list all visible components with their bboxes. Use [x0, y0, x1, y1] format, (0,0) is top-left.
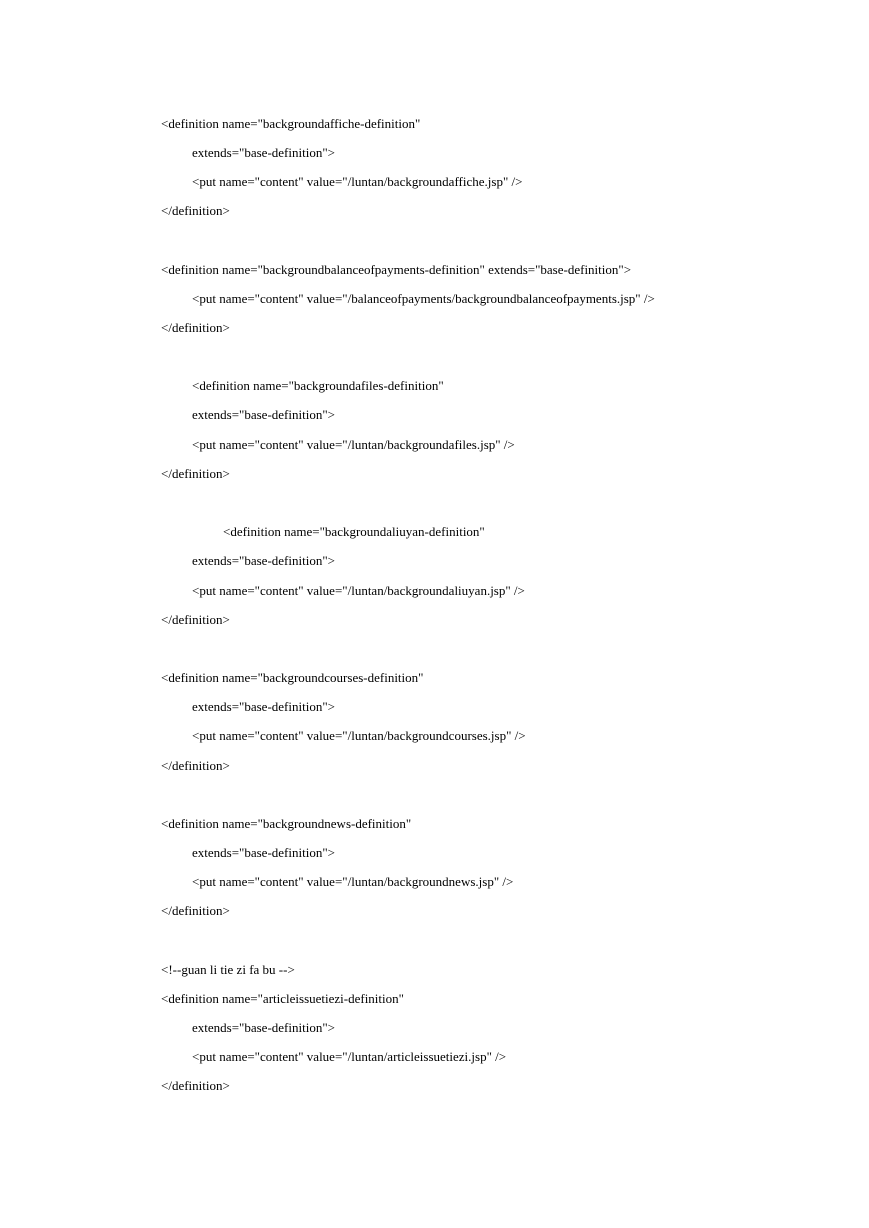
code-line: <definition name="backgroundbalanceofpayments-definition" extends="base-definition"> [161, 262, 632, 277]
code-line: <put name="content" value="/luntan/backgroundafiles.jsp" /> [192, 437, 515, 452]
code-line: <definition name="backgroundcourses-definition" [161, 670, 424, 685]
code-line: </definition> [161, 320, 230, 335]
code-line: </definition> [161, 203, 230, 218]
code-line: <definition name="backgroundnews-definition" [161, 816, 412, 831]
code-line: <put name="content" value="/luntan/backgroundaffiche.jsp" /> [192, 174, 523, 189]
code-line: </definition> [161, 612, 230, 627]
code-line: </definition> [161, 903, 230, 918]
code-line: </definition> [161, 758, 230, 773]
code-line: <definition name="backgroundafiles-definition" [192, 378, 444, 393]
code-line: <put name="content" value="/luntan/backgroundaliuyan.jsp" /> [192, 583, 525, 598]
code-line: extends="base-definition"> [192, 1020, 335, 1035]
code-line: <put name="content" value="/luntan/articleissuetiezi.jsp" /> [192, 1049, 507, 1064]
code-line: extends="base-definition"> [192, 407, 335, 422]
code-line: </definition> [161, 1078, 230, 1093]
code-line: <put name="content" value="/luntan/backgroundnews.jsp" /> [192, 874, 514, 889]
code-line: extends="base-definition"> [192, 553, 335, 568]
code-line: <definition name="backgroundaliuyan-definition" [223, 524, 485, 539]
code-line: <definition name="backgroundaffiche-definition" [161, 116, 421, 131]
code-line: extends="base-definition"> [192, 145, 335, 160]
code-line: extends="base-definition"> [192, 699, 335, 714]
code-line: <definition name="articleissuetiezi-definition" [161, 991, 404, 1006]
code-line: <put name="content" value="/balanceofpayments/backgroundbalanceofpayments.jsp" /> [192, 291, 655, 306]
code-comment: <!--guan li tie zi fa bu --> [161, 962, 295, 977]
code-line: extends="base-definition"> [192, 845, 335, 860]
code-line: <put name="content" value="/luntan/backgroundcourses.jsp" /> [192, 728, 526, 743]
code-line: </definition> [161, 466, 230, 481]
